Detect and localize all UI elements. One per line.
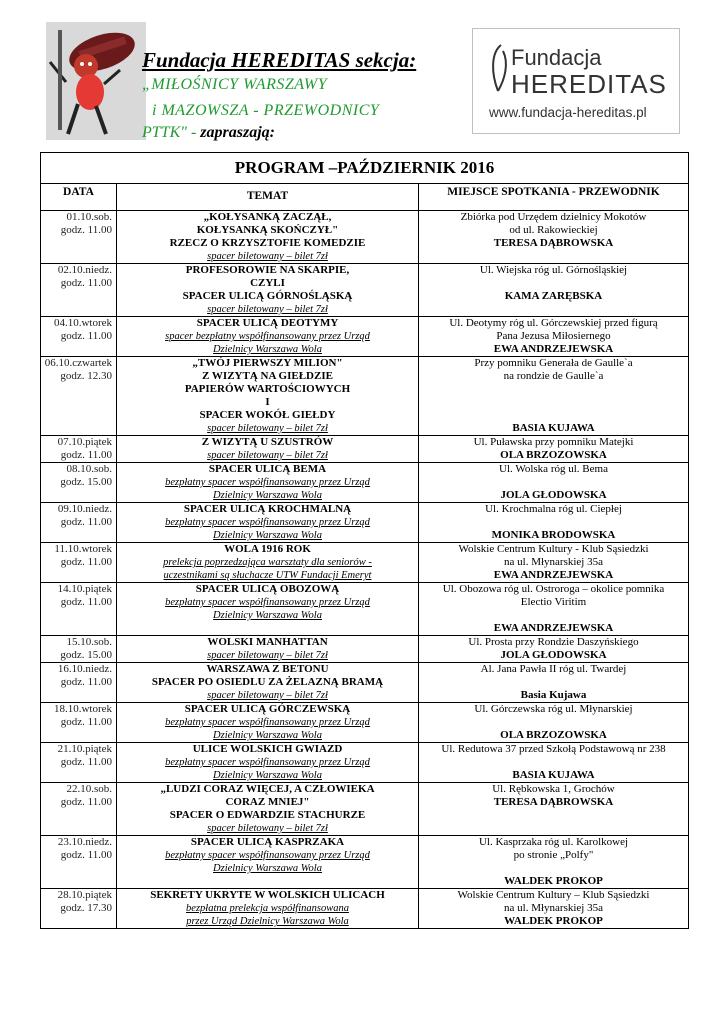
- column-header-place: MIEJSCE SPOTKANIA - PRZEWODNIK: [419, 184, 689, 211]
- topic-line: SPACER ULICĄ OBOZOWĄ: [195, 583, 340, 595]
- meeting-place-line: Ul. Wolska róg ul. Bema: [499, 463, 608, 475]
- ticket-note: bezpłatna prelekcja współfinansowana: [186, 903, 349, 914]
- spacer: [421, 756, 686, 769]
- date-cell: [41, 436, 117, 463]
- event-time: godz. 15.00: [60, 476, 112, 488]
- ticket-note: Dzielnicy Warszawa Wola: [213, 770, 322, 781]
- topic-line: SPACER ULICĄ KROCHMALNĄ: [183, 503, 352, 515]
- program-table: [40, 152, 689, 929]
- meeting-place-line: Ul. Redutowa 37 przed Szkołą Podstawową nr 238: [441, 743, 666, 755]
- ticket-note: prelekcja poprzedzająca warsztaty dla seniorów -: [163, 557, 372, 568]
- event-time: godz. 11.00: [60, 756, 112, 768]
- place-cell: [419, 889, 689, 929]
- place-cell: [419, 463, 689, 503]
- event-date: 22.10.sob.: [66, 783, 112, 795]
- table-row: [41, 503, 689, 543]
- date-cell: [41, 463, 117, 503]
- meeting-place-line: Ul. Krochmalna róg ul. Ciepłej: [485, 503, 622, 515]
- topic-cell: [117, 503, 419, 543]
- guide-name: TERESA DĄBROWSKA: [493, 796, 614, 808]
- date-cell: [41, 636, 117, 663]
- column-header-date: DATA: [41, 184, 117, 211]
- topic-line: CORAZ MNIEJ": [225, 796, 310, 808]
- topic-cell: [117, 889, 419, 929]
- table-row: [41, 636, 689, 663]
- topic-cell: [117, 211, 419, 264]
- guide-name: JOLA GŁODOWSKA: [500, 489, 607, 501]
- ticket-note: bezpłatny spacer współfinansowany przez Urząd: [165, 597, 370, 608]
- ticket-note: Dzielnicy Warszawa Wola: [213, 530, 322, 541]
- pttk-label: PTTK" -: [142, 124, 197, 141]
- topic-line: SPACER ULICĄ GÓRCZEWSKĄ: [184, 703, 351, 715]
- ticket-note: bezpłatny spacer współfinansowany przez Urząd: [165, 757, 370, 768]
- meeting-place-line: na ul. Młynarskiej 35a: [504, 902, 603, 914]
- guide-name: JOLA GŁODOWSKA: [500, 649, 607, 661]
- mascot-logo-icon: [46, 22, 146, 140]
- meeting-place-line: Ul. Wiejska róg ul. Górnośląskiej: [479, 264, 628, 276]
- topic-line: WARSZAWA Z BETONU: [206, 663, 329, 675]
- place-cell: [419, 783, 689, 836]
- guide-name: EWA ANDRZEJEWSKA: [493, 569, 614, 581]
- meeting-place-line: na rondzie de Gaulle`a: [503, 370, 604, 382]
- logo-line2: HEREDITAS: [511, 69, 667, 99]
- topic-line: SPACER ULICĄ BEMA: [208, 463, 327, 475]
- event-date: 02.10.niedz.: [57, 264, 112, 276]
- spacer: [421, 676, 686, 689]
- place-cell: [419, 583, 689, 636]
- ticket-note: spacer biletowany – bilet 7zł: [207, 304, 328, 315]
- event-date: 04.10.wtorek: [53, 317, 112, 329]
- topic-cell: [117, 663, 419, 703]
- ticket-note: Dzielnicy Warszawa Wola: [213, 863, 322, 874]
- meeting-place-line: Ul. Rębkowska 1, Grochów: [492, 783, 615, 795]
- topic-line: I: [265, 396, 270, 408]
- event-time: godz. 11.00: [60, 596, 112, 608]
- place-cell: [419, 357, 689, 436]
- hereditas-mark-icon: [487, 43, 509, 93]
- meeting-place-line: Ul. Górczewska róg ul. Młynarskiej: [474, 703, 633, 715]
- topic-line: SPACER PO OSIEDLU ZA ŻELAZNĄ BRAMĄ: [151, 676, 384, 688]
- meeting-place-line: Electio Viritim: [520, 596, 587, 608]
- topic-cell: [117, 743, 419, 783]
- meeting-place-line: Wolskie Centrum Kultury – Klub Sąsiedzki: [457, 889, 650, 901]
- program-title: PROGRAM –PAŹDZIERNIK 2016: [41, 153, 689, 184]
- event-date: 16.10.niedz.: [57, 663, 112, 675]
- table-row: [41, 463, 689, 503]
- topic-line: SPACER ULICĄ KASPRZAKA: [190, 836, 345, 848]
- ticket-note: bezpłatny spacer współfinansowany przez Urząd: [165, 477, 370, 488]
- table-row: [41, 583, 689, 636]
- place-cell: [419, 663, 689, 703]
- topic-cell: [117, 836, 419, 889]
- meeting-place-line: Ul. Kasprzaka róg ul. Karolkowej: [478, 836, 629, 848]
- table-row: [41, 264, 689, 317]
- logo-url: www.fundacja-hereditas.pl: [489, 105, 647, 120]
- table-row: [41, 317, 689, 357]
- topic-cell: [117, 436, 419, 463]
- table-row: [41, 436, 689, 463]
- ticket-note: bezpłatny spacer współfinansowany przez Urząd: [165, 517, 370, 528]
- event-time: godz. 12.30: [60, 370, 112, 382]
- ticket-note: bezpłatny spacer współfinansowany przez Urząd: [165, 717, 370, 728]
- topic-line: KOŁYSANKĄ SKOŃCZYŁ": [196, 224, 339, 236]
- table-row: [41, 663, 689, 703]
- guide-name: BASIA KUJAWA: [512, 769, 595, 781]
- event-date: 09.10.niedz.: [57, 503, 112, 515]
- topic-line: Z WIZYTĄ U SZUSTRÓW: [201, 436, 334, 448]
- meeting-place-line: Pana Jezusa Miłosiernego: [496, 330, 611, 342]
- event-time: godz. 15.00: [60, 649, 112, 661]
- topic-cell: [117, 703, 419, 743]
- date-cell: [41, 889, 117, 929]
- date-cell: [41, 743, 117, 783]
- spacer: [421, 609, 686, 622]
- topic-line: RZECZ O KRZYSZTOFIE KOMEDZIE: [169, 237, 366, 249]
- ticket-note: uczestnikami są słuchacze UTW Fundacji Emeryt: [163, 570, 372, 581]
- event-time: godz. 11.00: [60, 330, 112, 342]
- place-cell: [419, 543, 689, 583]
- date-cell: [41, 583, 117, 636]
- place-cell: [419, 703, 689, 743]
- spacer: [421, 516, 686, 529]
- ticket-note: Dzielnicy Warszawa Wola: [213, 490, 322, 501]
- date-cell: [41, 836, 117, 889]
- event-time: godz. 11.00: [60, 556, 112, 568]
- section-subtitle-line2: i MAZOWSZA - PRZEWODNICY: [152, 102, 380, 119]
- topic-line: CZYLI: [250, 277, 285, 289]
- ticket-note: Dzielnicy Warszawa Wola: [213, 344, 322, 355]
- table-row: [41, 703, 689, 743]
- event-date: 15.10.sob.: [66, 636, 112, 648]
- place-cell: [419, 503, 689, 543]
- logo-line1: Fundacja: [511, 45, 602, 70]
- ticket-note: spacer biletowany – bilet 7zł: [207, 823, 328, 834]
- topic-line: PROFESOROWIE NA SKARPIE,: [185, 264, 350, 276]
- topic-cell: [117, 357, 419, 436]
- topic-cell: [117, 636, 419, 663]
- topic-line: „KOŁYSANKĄ ZACZĄŁ,: [203, 211, 332, 223]
- meeting-place-line: Przy pomniku Generała de Gaulle`a: [474, 357, 633, 369]
- event-time: godz. 11.00: [60, 449, 112, 461]
- date-cell: [41, 317, 117, 357]
- topic-line: SPACER ULICĄ GÓRNOŚLĄSKĄ: [182, 290, 353, 302]
- topic-cell: [117, 543, 419, 583]
- topic-line: WOLA 1916 ROK: [224, 543, 311, 555]
- meeting-place-line: na ul. Młynarskiej 35a: [504, 556, 603, 568]
- event-date: 14.10.piątek: [57, 583, 112, 595]
- section-subtitle-line3: [142, 124, 275, 142]
- program-rows: [41, 211, 689, 929]
- spacer: [421, 277, 686, 290]
- ticket-note: Dzielnicy Warszawa Wola: [213, 610, 322, 621]
- guide-name: BASIA KUJAWA: [512, 422, 595, 434]
- event-time: godz. 11.00: [60, 224, 112, 236]
- meeting-place-line: Ul. Deotymy róg ul. Górczewskiej przed figurą: [449, 317, 658, 329]
- ticket-note: spacer biletowany – bilet 7zł: [207, 690, 328, 701]
- topic-line: ULICE WOLSKICH GWIAZD: [192, 743, 343, 755]
- table-row: [41, 357, 689, 436]
- topic-line: SPACER WOKÓŁ GIEŁDY: [199, 409, 336, 421]
- table-row: [41, 783, 689, 836]
- place-cell: [419, 211, 689, 264]
- guide-name: KAMA ZARĘBSKA: [504, 290, 603, 302]
- event-time: godz. 11.00: [60, 796, 112, 808]
- date-cell: [41, 211, 117, 264]
- event-date: 21.10.piątek: [57, 743, 112, 755]
- topic-line: PAPIERÓW WARTOŚCIOWYCH: [184, 383, 351, 395]
- guide-name: Basia Kujawa: [520, 689, 587, 701]
- ticket-note: spacer biletowany – bilet 7zł: [207, 650, 328, 661]
- meeting-place-line: po stronie „Polfy": [513, 849, 594, 861]
- ticket-note: spacer biletowany – bilet 7zł: [207, 423, 328, 434]
- topic-line: Z WIZYTĄ NA GIEŁDZIE: [202, 370, 333, 382]
- meeting-place-line: Ul. Obozowa róg ul. Ostroroga – okolice pomnika: [442, 583, 665, 595]
- date-cell: [41, 264, 117, 317]
- spacer: [421, 383, 686, 396]
- topic-cell: [117, 264, 419, 317]
- spacer: [421, 716, 686, 729]
- guide-name: OLA BRZOZOWSKA: [500, 449, 607, 461]
- ticket-note: spacer bezpłatny współfinansowany przez Urząd: [165, 331, 370, 342]
- section-subtitle-line1: „MIŁOŚNICY WARSZAWY: [142, 76, 328, 93]
- table-row: [41, 889, 689, 929]
- place-cell: [419, 436, 689, 463]
- ticket-note: spacer biletowany – bilet 7zł: [207, 450, 328, 461]
- event-date: 18.10.wtorek: [53, 703, 112, 715]
- event-date: 08.10.sob.: [66, 463, 112, 475]
- meeting-place-line: Ul. Puławska przy pomniku Matejki: [473, 436, 634, 448]
- place-cell: [419, 317, 689, 357]
- hereditas-logo: [472, 28, 680, 134]
- ticket-note: spacer biletowany – bilet 7zł: [207, 251, 328, 262]
- table-row: [41, 743, 689, 783]
- date-cell: [41, 543, 117, 583]
- event-date: 11.10.wtorek: [54, 543, 112, 555]
- guide-name: EWA ANDRZEJEWSKA: [493, 622, 614, 634]
- event-date: 01.10.sob.: [66, 211, 112, 223]
- meeting-place-line: Ul. Prosta przy Rondzie Daszyńskiego: [468, 636, 639, 648]
- topic-cell: [117, 583, 419, 636]
- topic-cell: [117, 317, 419, 357]
- organization-title: Fundacja HEREDITAS sekcja:: [142, 48, 417, 72]
- place-cell: [419, 836, 689, 889]
- topic-line: „TWÓJ PIERWSZY MILION": [192, 357, 343, 369]
- meeting-place-line: od ul. Rakowieckiej: [509, 224, 598, 236]
- meeting-place-line: Zbiórka pod Urzędem dzielnicy Mokotów: [460, 211, 647, 223]
- date-cell: [41, 357, 117, 436]
- event-time: godz. 11.00: [60, 277, 112, 289]
- ticket-note: Dzielnicy Warszawa Wola: [213, 730, 322, 741]
- topic-line: SPACER O EDWARDZIE STACHURZE: [169, 809, 366, 821]
- meeting-place-line: Al. Jana Pawła II róg ul. Twardej: [480, 663, 627, 675]
- date-cell: [41, 703, 117, 743]
- topic-line: SEKRETY UKRYTE W WOLSKICH ULICACH: [150, 889, 385, 901]
- table-row: [41, 836, 689, 889]
- topic-cell: [117, 463, 419, 503]
- spacer: [421, 862, 686, 875]
- date-cell: [41, 503, 117, 543]
- topic-cell: [117, 783, 419, 836]
- topic-line: SPACER ULICĄ DEOTYMY: [196, 317, 339, 329]
- guide-name: MONIKA BRODOWSKA: [491, 529, 616, 541]
- place-cell: [419, 636, 689, 663]
- event-time: godz. 11.00: [60, 676, 112, 688]
- place-cell: [419, 743, 689, 783]
- spacer: [421, 409, 686, 422]
- guide-name: TERESA DĄBROWSKA: [493, 237, 614, 249]
- event-time: godz. 11.00: [60, 849, 112, 861]
- page-header: [0, 0, 725, 150]
- meeting-place-line: Wolskie Centrum Kultury - Klub Sąsiedzki: [458, 543, 649, 555]
- ticket-note: przez Urząd Dzielnicy Warszawa Wola: [186, 916, 349, 927]
- date-cell: [41, 783, 117, 836]
- column-header-topic: TEMAT: [117, 184, 419, 211]
- topic-line: WOLSKI MANHATTAN: [207, 636, 328, 648]
- guide-name: WALDEK PROKOP: [504, 915, 603, 927]
- spacer: [421, 476, 686, 489]
- topic-line: „LUDZI CORAZ WIĘCEJ, A CZŁOWIEKA: [160, 783, 375, 795]
- spacer: [421, 396, 686, 409]
- table-row: [41, 211, 689, 264]
- event-time: godz. 11.00: [60, 716, 112, 728]
- date-cell: [41, 663, 117, 703]
- invite-label: zapraszają:: [200, 124, 275, 141]
- ticket-note: bezpłatny spacer współfinansowany przez Urząd: [165, 850, 370, 861]
- guide-name: WALDEK PROKOP: [504, 875, 603, 887]
- guide-name: OLA BRZOZOWSKA: [500, 729, 607, 741]
- event-date: 23.10.niedz.: [57, 836, 112, 848]
- guide-name: EWA ANDRZEJEWSKA: [493, 343, 614, 355]
- event-time: godz. 11.00: [60, 516, 112, 528]
- table-row: [41, 543, 689, 583]
- event-date: 07.10.piątek: [57, 436, 112, 448]
- event-time: godz. 17.30: [60, 902, 112, 914]
- event-date: 28.10.piątek: [57, 889, 112, 901]
- place-cell: [419, 264, 689, 317]
- event-date: 06.10.czwartek: [44, 357, 112, 369]
